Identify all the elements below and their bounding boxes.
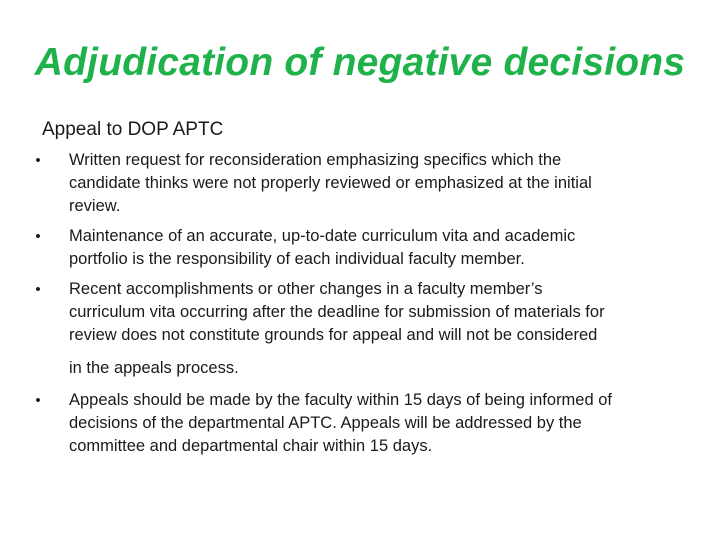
bullet-line: review. [69, 197, 121, 215]
bullet-line: decisions of the departmental APTC. Appeals will be addressed by the [69, 414, 582, 432]
bullet-item [28, 225, 688, 271]
bullet-line: Maintenance of an accurate, up-to-date curriculum vita and academic [69, 227, 576, 245]
bullet-line: candidate thinks were not properly reviewed or emphasized at the initial [69, 174, 592, 192]
bullet-line: review does not constitute grounds for appeal and will not be considered [69, 326, 598, 344]
bullet-line: committee and departmental chair within 15 days. [69, 437, 433, 455]
bullet-item [28, 149, 688, 218]
bullet-dot-icon: • [35, 392, 41, 409]
bullet-line: in the appeals process. [69, 359, 239, 377]
bullet-line: Recent accomplishments or other changes in a faculty member’s [69, 280, 543, 298]
bullet-line: Written request for reconsideration emphasizing specifics which the [69, 151, 562, 169]
bullet-dot-icon: • [35, 152, 41, 169]
bullet-text [69, 389, 688, 458]
slide-title: Adjudication of negative decisions [34, 41, 686, 84]
bullet-line: portfolio is the responsibility of each individual faculty member. [69, 250, 525, 268]
bullet-text [69, 278, 688, 380]
bullet-line: Appeals should be made by the faculty within 15 days of being informed of [69, 391, 613, 409]
bullet-item [28, 278, 688, 380]
bullet-item [28, 389, 688, 458]
bullet-dot-icon: • [35, 228, 41, 245]
slide-subtitle: Appeal to DOP APTC [42, 119, 224, 140]
bullet-text [69, 225, 688, 271]
bullet-line: curriculum vita occurring after the deadline for submission of materials for [69, 303, 605, 321]
bullet-text [69, 149, 688, 218]
bullet-dot-icon: • [35, 281, 41, 298]
